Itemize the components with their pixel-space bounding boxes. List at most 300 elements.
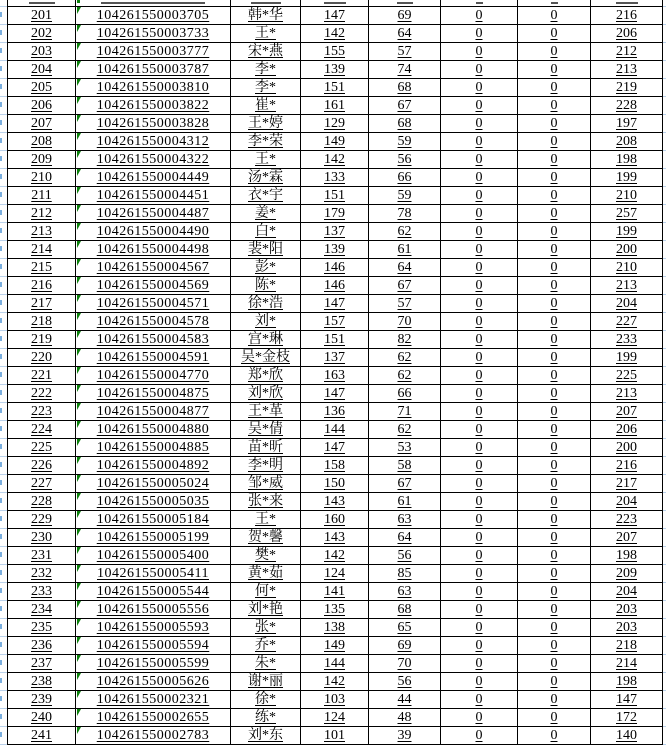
cell-seq[interactable]: 218 (8, 313, 76, 330)
cell-score-1[interactable]: 158 (301, 457, 369, 474)
cell-name[interactable]: 刘*艳 (231, 601, 301, 618)
cell-candidate-id[interactable] (76, 0, 231, 6)
cell-score-3[interactable]: 0 (441, 583, 518, 600)
cell-score-2[interactable]: 57 (369, 43, 441, 60)
cell-score-2[interactable]: 82 (369, 331, 441, 348)
cell-total[interactable]: 233 (591, 331, 663, 348)
cell-candidate-id[interactable]: 104261550003705 (76, 7, 231, 24)
cell-total[interactable]: 204 (591, 583, 663, 600)
cell-candidate-id[interactable]: 104261550004451 (76, 187, 231, 204)
cell-candidate-id[interactable]: 104261550004312 (76, 133, 231, 150)
cell-score-4[interactable]: 0 (518, 277, 591, 294)
cell-score-2[interactable]: 68 (369, 115, 441, 132)
cell-total[interactable]: 198 (591, 547, 663, 564)
cell-total[interactable]: 225 (591, 367, 663, 384)
cell-score-2[interactable]: 57 (369, 295, 441, 312)
cell-score-1[interactable]: 137 (301, 223, 369, 240)
cell-name[interactable]: 白* (231, 223, 301, 240)
cell-score-4[interactable]: 0 (518, 241, 591, 258)
cell-score-2[interactable]: 53 (369, 439, 441, 456)
cell-score-1[interactable]: 142 (301, 547, 369, 564)
cell-score-4[interactable]: 0 (518, 655, 591, 672)
cell-name[interactable]: 苗*昕 (231, 439, 301, 456)
cell-score-1[interactable]: 139 (301, 241, 369, 258)
cell-seq[interactable]: 232 (8, 565, 76, 582)
cell-total[interactable]: 208 (591, 133, 663, 150)
cell-score-1[interactable]: 149 (301, 133, 369, 150)
cell-score-3[interactable]: 0 (441, 277, 518, 294)
cell-score-2[interactable]: 63 (369, 511, 441, 528)
cell-score-2[interactable]: 56 (369, 673, 441, 690)
cell-score-4[interactable]: 0 (518, 601, 591, 618)
cell-candidate-id[interactable]: 104261550005024 (76, 475, 231, 492)
cell-name[interactable]: 乔* (231, 637, 301, 654)
cell-score-4[interactable]: 0 (518, 709, 591, 726)
cell-name[interactable]: 崔* (231, 97, 301, 114)
cell-score-1[interactable]: 144 (301, 655, 369, 672)
cell-score-1[interactable]: 143 (301, 493, 369, 510)
cell-score-4[interactable]: 0 (518, 205, 591, 222)
cell-score-3[interactable]: 0 (441, 331, 518, 348)
cell-candidate-id[interactable]: 104261550005599 (76, 655, 231, 672)
cell-score-2[interactable]: 67 (369, 277, 441, 294)
cell-candidate-id[interactable]: 104261550004875 (76, 385, 231, 402)
cell-total[interactable]: 199 (591, 349, 663, 366)
cell-score-3[interactable]: 0 (441, 79, 518, 96)
cell-score-4[interactable]: 0 (518, 493, 591, 510)
cell-score-4[interactable]: 0 (518, 151, 591, 168)
cell-score-4[interactable]: 0 (518, 223, 591, 240)
cell-total[interactable]: 204 (591, 295, 663, 312)
cell-seq[interactable]: 224 (8, 421, 76, 438)
cell-seq[interactable]: 219 (8, 331, 76, 348)
cell-score-2[interactable] (369, 0, 441, 6)
cell-name[interactable]: 王*婷 (231, 115, 301, 132)
cell-seq[interactable]: 239 (8, 691, 76, 708)
cell-name[interactable]: 张* (231, 619, 301, 636)
cell-score-3[interactable]: 0 (441, 511, 518, 528)
cell-score-2[interactable]: 68 (369, 79, 441, 96)
cell-total[interactable]: 223 (591, 511, 663, 528)
cell-score-2[interactable]: 69 (369, 637, 441, 654)
cell-score-3[interactable]: 0 (441, 187, 518, 204)
cell-total[interactable]: 206 (591, 421, 663, 438)
cell-score-2[interactable]: 78 (369, 205, 441, 222)
cell-total[interactable]: 216 (591, 7, 663, 24)
cell-seq[interactable] (8, 0, 76, 6)
cell-seq[interactable]: 223 (8, 403, 76, 420)
cell-score-4[interactable]: 0 (518, 331, 591, 348)
cell-score-2[interactable]: 62 (369, 421, 441, 438)
cell-score-3[interactable]: 0 (441, 439, 518, 456)
cell-score-2[interactable]: 85 (369, 565, 441, 582)
cell-seq[interactable]: 230 (8, 529, 76, 546)
cell-score-4[interactable]: 0 (518, 43, 591, 60)
cell-name[interactable]: 徐* (231, 691, 301, 708)
cell-score-3[interactable]: 0 (441, 223, 518, 240)
cell-seq[interactable]: 225 (8, 439, 76, 456)
cell-score-4[interactable]: 0 (518, 313, 591, 330)
cell-score-1[interactable]: 161 (301, 97, 369, 114)
cell-name[interactable]: 郑*欣 (231, 367, 301, 384)
cell-score-4[interactable]: 0 (518, 349, 591, 366)
cell-score-1[interactable]: 155 (301, 43, 369, 60)
cell-score-4[interactable]: 0 (518, 7, 591, 24)
cell-seq[interactable]: 213 (8, 223, 76, 240)
cell-score-3[interactable]: 0 (441, 565, 518, 582)
cell-score-2[interactable]: 71 (369, 403, 441, 420)
cell-name[interactable]: 宫*琳 (231, 331, 301, 348)
cell-total[interactable]: 257 (591, 205, 663, 222)
cell-score-2[interactable]: 67 (369, 97, 441, 114)
cell-candidate-id[interactable]: 104261550004487 (76, 205, 231, 222)
cell-candidate-id[interactable]: 104261550005411 (76, 565, 231, 582)
cell-seq[interactable]: 208 (8, 133, 76, 150)
cell-score-2[interactable]: 62 (369, 223, 441, 240)
cell-score-1[interactable]: 124 (301, 709, 369, 726)
cell-score-4[interactable]: 0 (518, 673, 591, 690)
cell-seq[interactable]: 231 (8, 547, 76, 564)
cell-candidate-id[interactable]: 104261550004571 (76, 295, 231, 312)
cell-score-3[interactable]: 0 (441, 691, 518, 708)
cell-score-4[interactable]: 0 (518, 367, 591, 384)
cell-name[interactable]: 贺*馨 (231, 529, 301, 546)
cell-score-2[interactable]: 56 (369, 547, 441, 564)
cell-candidate-id[interactable]: 104261550002321 (76, 691, 231, 708)
cell-name[interactable]: 陈* (231, 277, 301, 294)
cell-candidate-id[interactable]: 104261550003822 (76, 97, 231, 114)
cell-total[interactable]: 213 (591, 385, 663, 402)
cell-score-4[interactable]: 0 (518, 115, 591, 132)
cell-name[interactable]: 韩*华 (231, 7, 301, 24)
cell-score-2[interactable]: 66 (369, 385, 441, 402)
cell-seq[interactable]: 203 (8, 43, 76, 60)
cell-seq[interactable]: 207 (8, 115, 76, 132)
cell-seq[interactable]: 221 (8, 367, 76, 384)
cell-candidate-id[interactable]: 104261550005626 (76, 673, 231, 690)
cell-total[interactable]: 219 (591, 79, 663, 96)
cell-score-1[interactable]: 101 (301, 727, 369, 744)
cell-score-4[interactable] (518, 0, 591, 6)
cell-score-4[interactable]: 0 (518, 421, 591, 438)
cell-score-2[interactable]: 63 (369, 583, 441, 600)
cell-score-4[interactable]: 0 (518, 619, 591, 636)
cell-name[interactable]: 张*来 (231, 493, 301, 510)
cell-total[interactable]: 213 (591, 61, 663, 78)
cell-score-1[interactable]: 137 (301, 349, 369, 366)
cell-score-2[interactable]: 70 (369, 313, 441, 330)
cell-score-1[interactable]: 149 (301, 637, 369, 654)
cell-score-4[interactable]: 0 (518, 259, 591, 276)
cell-score-1[interactable]: 151 (301, 79, 369, 96)
cell-score-1[interactable]: 143 (301, 529, 369, 546)
cell-score-2[interactable]: 59 (369, 187, 441, 204)
cell-total[interactable]: 140 (591, 727, 663, 744)
cell-name[interactable]: 衣*宇 (231, 187, 301, 204)
cell-score-1[interactable]: 151 (301, 331, 369, 348)
cell-score-3[interactable]: 0 (441, 61, 518, 78)
cell-name[interactable]: 刘*东 (231, 727, 301, 744)
cell-candidate-id[interactable]: 104261550004591 (76, 349, 231, 366)
cell-score-2[interactable]: 69 (369, 7, 441, 24)
cell-score-3[interactable]: 0 (441, 529, 518, 546)
cell-score-3[interactable]: 0 (441, 115, 518, 132)
cell-score-3[interactable]: 0 (441, 205, 518, 222)
cell-seq[interactable]: 217 (8, 295, 76, 312)
cell-score-3[interactable]: 0 (441, 547, 518, 564)
cell-score-1[interactable]: 151 (301, 187, 369, 204)
cell-seq[interactable]: 240 (8, 709, 76, 726)
cell-seq[interactable]: 238 (8, 673, 76, 690)
cell-total[interactable]: 213 (591, 277, 663, 294)
cell-score-3[interactable]: 0 (441, 493, 518, 510)
cell-score-2[interactable]: 39 (369, 727, 441, 744)
cell-score-3[interactable]: 0 (441, 637, 518, 654)
cell-score-3[interactable]: 0 (441, 367, 518, 384)
cell-candidate-id[interactable]: 104261550005199 (76, 529, 231, 546)
cell-seq[interactable]: 235 (8, 619, 76, 636)
cell-score-3[interactable]: 0 (441, 457, 518, 474)
cell-total[interactable]: 197 (591, 115, 663, 132)
cell-score-1[interactable]: 147 (301, 295, 369, 312)
cell-total[interactable]: 228 (591, 97, 663, 114)
cell-total[interactable]: 217 (591, 475, 663, 492)
cell-score-2[interactable]: 62 (369, 367, 441, 384)
cell-total[interactable]: 203 (591, 601, 663, 618)
cell-score-1[interactable]: 142 (301, 25, 369, 42)
cell-score-3[interactable]: 0 (441, 133, 518, 150)
cell-candidate-id[interactable]: 104261550004449 (76, 169, 231, 186)
cell-seq[interactable]: 234 (8, 601, 76, 618)
cell-score-2[interactable]: 48 (369, 709, 441, 726)
cell-total[interactable]: 199 (591, 169, 663, 186)
cell-score-1[interactable]: 142 (301, 673, 369, 690)
cell-score-4[interactable]: 0 (518, 547, 591, 564)
cell-candidate-id[interactable]: 104261550004583 (76, 331, 231, 348)
cell-score-1[interactable]: 138 (301, 619, 369, 636)
cell-candidate-id[interactable]: 104261550003828 (76, 115, 231, 132)
cell-total[interactable]: 198 (591, 673, 663, 690)
cell-score-1[interactable]: 136 (301, 403, 369, 420)
cell-score-3[interactable]: 0 (441, 385, 518, 402)
cell-seq[interactable]: 228 (8, 493, 76, 510)
cell-score-4[interactable]: 0 (518, 133, 591, 150)
cell-score-4[interactable]: 0 (518, 61, 591, 78)
cell-total[interactable]: 207 (591, 529, 663, 546)
cell-score-3[interactable]: 0 (441, 25, 518, 42)
cell-candidate-id[interactable]: 104261550005400 (76, 547, 231, 564)
cell-candidate-id[interactable]: 104261550004885 (76, 439, 231, 456)
cell-name[interactable]: 黄*茹 (231, 565, 301, 582)
cell-seq[interactable]: 227 (8, 475, 76, 492)
cell-seq[interactable]: 229 (8, 511, 76, 528)
cell-score-3[interactable]: 0 (441, 259, 518, 276)
cell-seq[interactable]: 214 (8, 241, 76, 258)
cell-name[interactable]: 樊* (231, 547, 301, 564)
cell-seq[interactable]: 212 (8, 205, 76, 222)
cell-name[interactable] (231, 0, 301, 6)
cell-score-1[interactable]: 144 (301, 421, 369, 438)
cell-seq[interactable]: 233 (8, 583, 76, 600)
cell-score-2[interactable]: 64 (369, 25, 441, 42)
cell-total[interactable]: 200 (591, 439, 663, 456)
cell-score-3[interactable] (441, 0, 518, 6)
cell-score-1[interactable]: 124 (301, 565, 369, 582)
cell-candidate-id[interactable]: 104261550005035 (76, 493, 231, 510)
cell-candidate-id[interactable]: 104261550005594 (76, 637, 231, 654)
cell-candidate-id[interactable]: 104261550004877 (76, 403, 231, 420)
cell-score-1[interactable]: 141 (301, 583, 369, 600)
cell-total[interactable]: 199 (591, 223, 663, 240)
cell-candidate-id[interactable]: 104261550004490 (76, 223, 231, 240)
cell-candidate-id[interactable]: 104261550004892 (76, 457, 231, 474)
cell-score-3[interactable]: 0 (441, 151, 518, 168)
cell-name[interactable]: 何* (231, 583, 301, 600)
cell-score-4[interactable]: 0 (518, 637, 591, 654)
cell-score-4[interactable]: 0 (518, 79, 591, 96)
cell-seq[interactable]: 220 (8, 349, 76, 366)
cell-seq[interactable]: 202 (8, 25, 76, 42)
cell-name[interactable]: 吴*倩 (231, 421, 301, 438)
cell-score-2[interactable]: 67 (369, 475, 441, 492)
cell-score-3[interactable]: 0 (441, 601, 518, 618)
cell-name[interactable]: 刘*欣 (231, 385, 301, 402)
cell-total[interactable]: 218 (591, 637, 663, 654)
cell-score-3[interactable]: 0 (441, 673, 518, 690)
cell-score-1[interactable]: 139 (301, 61, 369, 78)
cell-score-1[interactable]: 146 (301, 277, 369, 294)
cell-score-4[interactable]: 0 (518, 187, 591, 204)
cell-seq[interactable]: 216 (8, 277, 76, 294)
cell-seq[interactable]: 215 (8, 259, 76, 276)
cell-score-2[interactable]: 44 (369, 691, 441, 708)
cell-score-1[interactable]: 147 (301, 385, 369, 402)
cell-total[interactable]: 227 (591, 313, 663, 330)
cell-score-3[interactable]: 0 (441, 241, 518, 258)
cell-candidate-id[interactable]: 104261550004569 (76, 277, 231, 294)
cell-score-3[interactable]: 0 (441, 295, 518, 312)
cell-seq[interactable]: 222 (8, 385, 76, 402)
cell-score-2[interactable]: 68 (369, 601, 441, 618)
cell-score-1[interactable]: 163 (301, 367, 369, 384)
cell-score-4[interactable]: 0 (518, 25, 591, 42)
cell-candidate-id[interactable]: 104261550005184 (76, 511, 231, 528)
cell-candidate-id[interactable]: 104261550004880 (76, 421, 231, 438)
cell-total[interactable]: 207 (591, 403, 663, 420)
cell-name[interactable]: 朱* (231, 655, 301, 672)
cell-score-3[interactable]: 0 (441, 619, 518, 636)
cell-name[interactable]: 练* (231, 709, 301, 726)
cell-name[interactable]: 李* (231, 79, 301, 96)
cell-score-2[interactable]: 61 (369, 493, 441, 510)
cell-total[interactable]: 172 (591, 709, 663, 726)
cell-candidate-id[interactable]: 104261550005556 (76, 601, 231, 618)
cell-score-3[interactable]: 0 (441, 421, 518, 438)
cell-score-3[interactable]: 0 (441, 97, 518, 114)
cell-seq[interactable]: 204 (8, 61, 76, 78)
cell-name[interactable]: 刘* (231, 313, 301, 330)
cell-name[interactable]: 王* (231, 511, 301, 528)
cell-seq[interactable]: 206 (8, 97, 76, 114)
cell-score-3[interactable]: 0 (441, 349, 518, 366)
cell-candidate-id[interactable]: 104261550005593 (76, 619, 231, 636)
cell-candidate-id[interactable]: 104261550002655 (76, 709, 231, 726)
cell-candidate-id[interactable]: 104261550005544 (76, 583, 231, 600)
cell-score-3[interactable]: 0 (441, 169, 518, 186)
cell-score-2[interactable]: 59 (369, 133, 441, 150)
cell-seq[interactable]: 241 (8, 727, 76, 744)
cell-score-4[interactable]: 0 (518, 727, 591, 744)
cell-score-2[interactable]: 66 (369, 169, 441, 186)
cell-name[interactable]: 姜* (231, 205, 301, 222)
cell-candidate-id[interactable]: 104261550004567 (76, 259, 231, 276)
cell-score-2[interactable]: 61 (369, 241, 441, 258)
cell-score-4[interactable]: 0 (518, 439, 591, 456)
cell-name[interactable]: 汤*霖 (231, 169, 301, 186)
cell-score-2[interactable]: 65 (369, 619, 441, 636)
cell-candidate-id[interactable]: 104261550003787 (76, 61, 231, 78)
cell-score-4[interactable]: 0 (518, 403, 591, 420)
cell-name[interactable]: 李* (231, 61, 301, 78)
cell-name[interactable]: 谢*丽 (231, 673, 301, 690)
cell-score-1[interactable]: 133 (301, 169, 369, 186)
cell-score-4[interactable]: 0 (518, 97, 591, 114)
cell-score-2[interactable]: 64 (369, 529, 441, 546)
cell-score-1[interactable]: 146 (301, 259, 369, 276)
cell-seq[interactable]: 209 (8, 151, 76, 168)
cell-score-4[interactable]: 0 (518, 583, 591, 600)
cell-total[interactable]: 214 (591, 655, 663, 672)
cell-candidate-id[interactable]: 104261550004770 (76, 367, 231, 384)
cell-total[interactable]: 212 (591, 43, 663, 60)
cell-score-4[interactable]: 0 (518, 475, 591, 492)
cell-total[interactable]: 198 (591, 151, 663, 168)
cell-score-4[interactable]: 0 (518, 691, 591, 708)
cell-score-2[interactable]: 58 (369, 457, 441, 474)
cell-score-1[interactable]: 135 (301, 601, 369, 618)
cell-score-3[interactable]: 0 (441, 403, 518, 420)
cell-total[interactable]: 210 (591, 259, 663, 276)
cell-total[interactable]: 204 (591, 493, 663, 510)
cell-score-3[interactable]: 0 (441, 7, 518, 24)
cell-seq[interactable]: 201 (8, 7, 76, 24)
cell-total[interactable]: 209 (591, 565, 663, 582)
cell-score-1[interactable]: 129 (301, 115, 369, 132)
cell-total[interactable]: 216 (591, 457, 663, 474)
cell-name[interactable]: 李*荣 (231, 133, 301, 150)
cell-score-1[interactable]: 157 (301, 313, 369, 330)
cell-seq[interactable]: 226 (8, 457, 76, 474)
cell-score-4[interactable]: 0 (518, 511, 591, 528)
cell-total[interactable]: 203 (591, 619, 663, 636)
cell-seq[interactable]: 237 (8, 655, 76, 672)
cell-score-1[interactable]: 150 (301, 475, 369, 492)
cell-name[interactable]: 李*明 (231, 457, 301, 474)
cell-name[interactable]: 裴*阳 (231, 241, 301, 258)
cell-score-3[interactable]: 0 (441, 313, 518, 330)
cell-total[interactable]: 200 (591, 241, 663, 258)
cell-total[interactable]: 206 (591, 25, 663, 42)
cell-candidate-id[interactable]: 104261550003810 (76, 79, 231, 96)
cell-score-1[interactable]: 160 (301, 511, 369, 528)
cell-name[interactable]: 王*革 (231, 403, 301, 420)
cell-name[interactable]: 王* (231, 151, 301, 168)
cell-seq[interactable]: 211 (8, 187, 76, 204)
cell-score-4[interactable]: 0 (518, 457, 591, 474)
cell-candidate-id[interactable]: 104261550002783 (76, 727, 231, 744)
cell-name[interactable]: 邹*威 (231, 475, 301, 492)
cell-name[interactable]: 徐*浩 (231, 295, 301, 312)
